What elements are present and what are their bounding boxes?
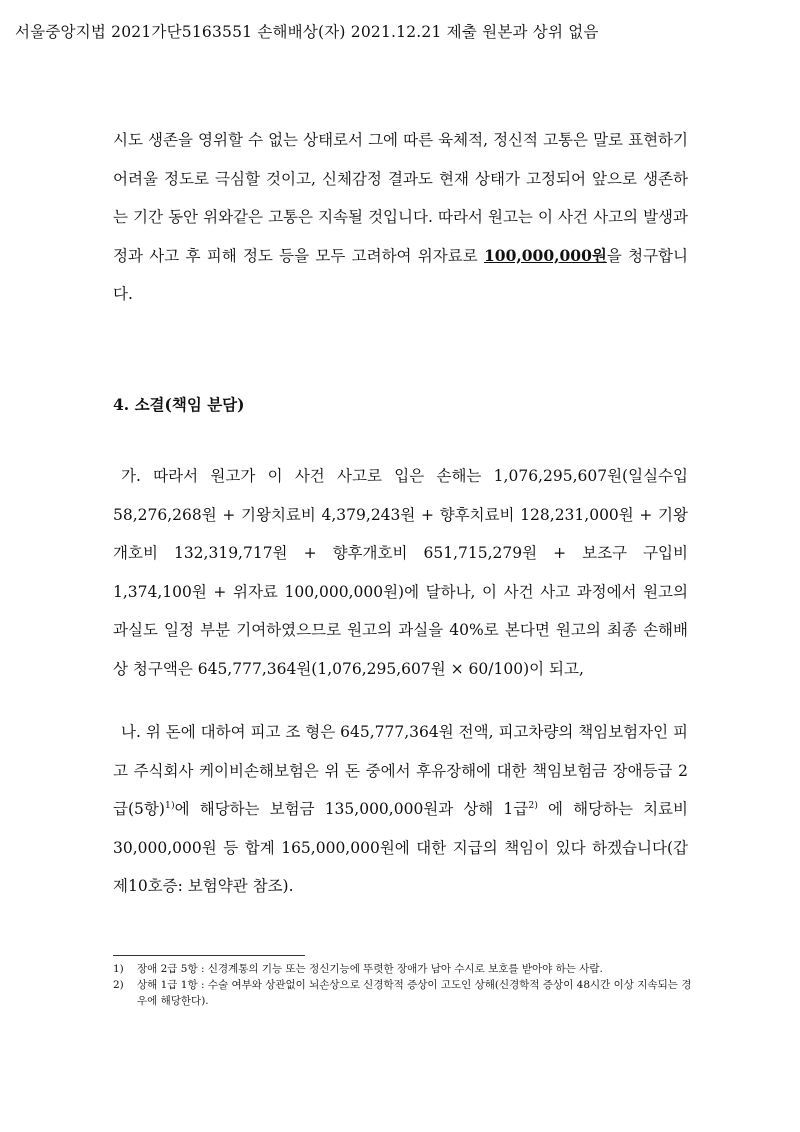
footnote-1 [113,961,693,977]
paragraph-liability [113,713,688,906]
document-header: 서울중앙지법 2021가단5163551 손해배상(자) 2021.12.21 제출 원본과 상위 없음 [15,23,599,41]
paragraph-text: 가. 따라서 원고가 이 사건 사고로 입은 손해는 1,076,295,607원(일실수입 58,276,268원 + 기왕치료비 4,379,243원 + 향후치료비 128,231,000원 + 기왕개호비 132,319,717원 + 향후개호비 651,715,279원 + 보조구 구입비 1,374,100원 + 위자료 100,000,000원)에 달하나, 이 사건 사고 과정에서 원고의 과실도 일정 부분 기여하였으므로 원고의 과실을 40%로 본다면 원고의 최종 손해배상 청구액은 645,777,364원(1,076,295,607원 × 60/100)이 되고, [113,467,688,678]
paragraph-compensation [113,121,688,314]
paragraph-suffix: 을 청구합니다. [113,246,688,303]
footnote-text: 장애 2급 5항 : 신경계통의 기능 또는 정신기능에 뚜렷한 장애가 남아 수시로 보호를 받아야 하는 사람. [137,963,603,975]
paragraph-text: 시도 생존을 영위할 수 없는 상태로서 그에 따른 육체적, 정신적 고통은 말로 표현하기 어려울 정도로 극심할 것이고, 신체감정 결과도 현재 상태가 고정되어 앞으로 생존하는 기간 동안 위와같은 고통은 지속될 것입니다. 따라서 원고는 이 사건 사고의 발생과정과 사고 후 피해 정도 등을 모두 고려하여 위자료로 [113,131,688,265]
paragraph-summary [113,457,688,688]
paragraph-text: 에 해당하는 치료비 30,000,000원 등 합계 165,000,000원에 대한 지급의 책임이 있다 하겠습니다(갑 제10호증: 보험약관 참조). [113,800,688,895]
footnote-text: 상해 1급 1항 : 수술 여부와 상관없이 뇌손상으로 신경학적 증상이 고도인 상해(신경학적 증상이 48시간 이상 지속되는 경우에 해당한다). [137,979,692,1007]
footnote-ref-2[interactable]: 2) [528,800,538,811]
footnote-2 [113,977,693,1009]
footnotes [113,961,693,1009]
footnote-ref-1[interactable]: 1) [164,800,175,811]
footnote-divider [113,955,305,956]
section-title: 4. 소결(책임 분담) [113,395,245,414]
footnote-number: 2) [113,979,124,991]
paragraph-text: 에 해당하는 보험금 135,000,000원과 상해 1급 [174,800,529,818]
paragraph-text: 나. 위 돈에 대하여 피고 조 형은 645,777,364원 전액, 피고차량의 책임보험자인 피고 주식회사 케이비손해보험은 위 돈 중에서 후유장해에 대한 책임보험금 장애등급 2급(5항) [113,723,688,818]
footnote-number: 1) [113,963,124,975]
compensation-amount: 100,000,000원 [484,245,607,265]
